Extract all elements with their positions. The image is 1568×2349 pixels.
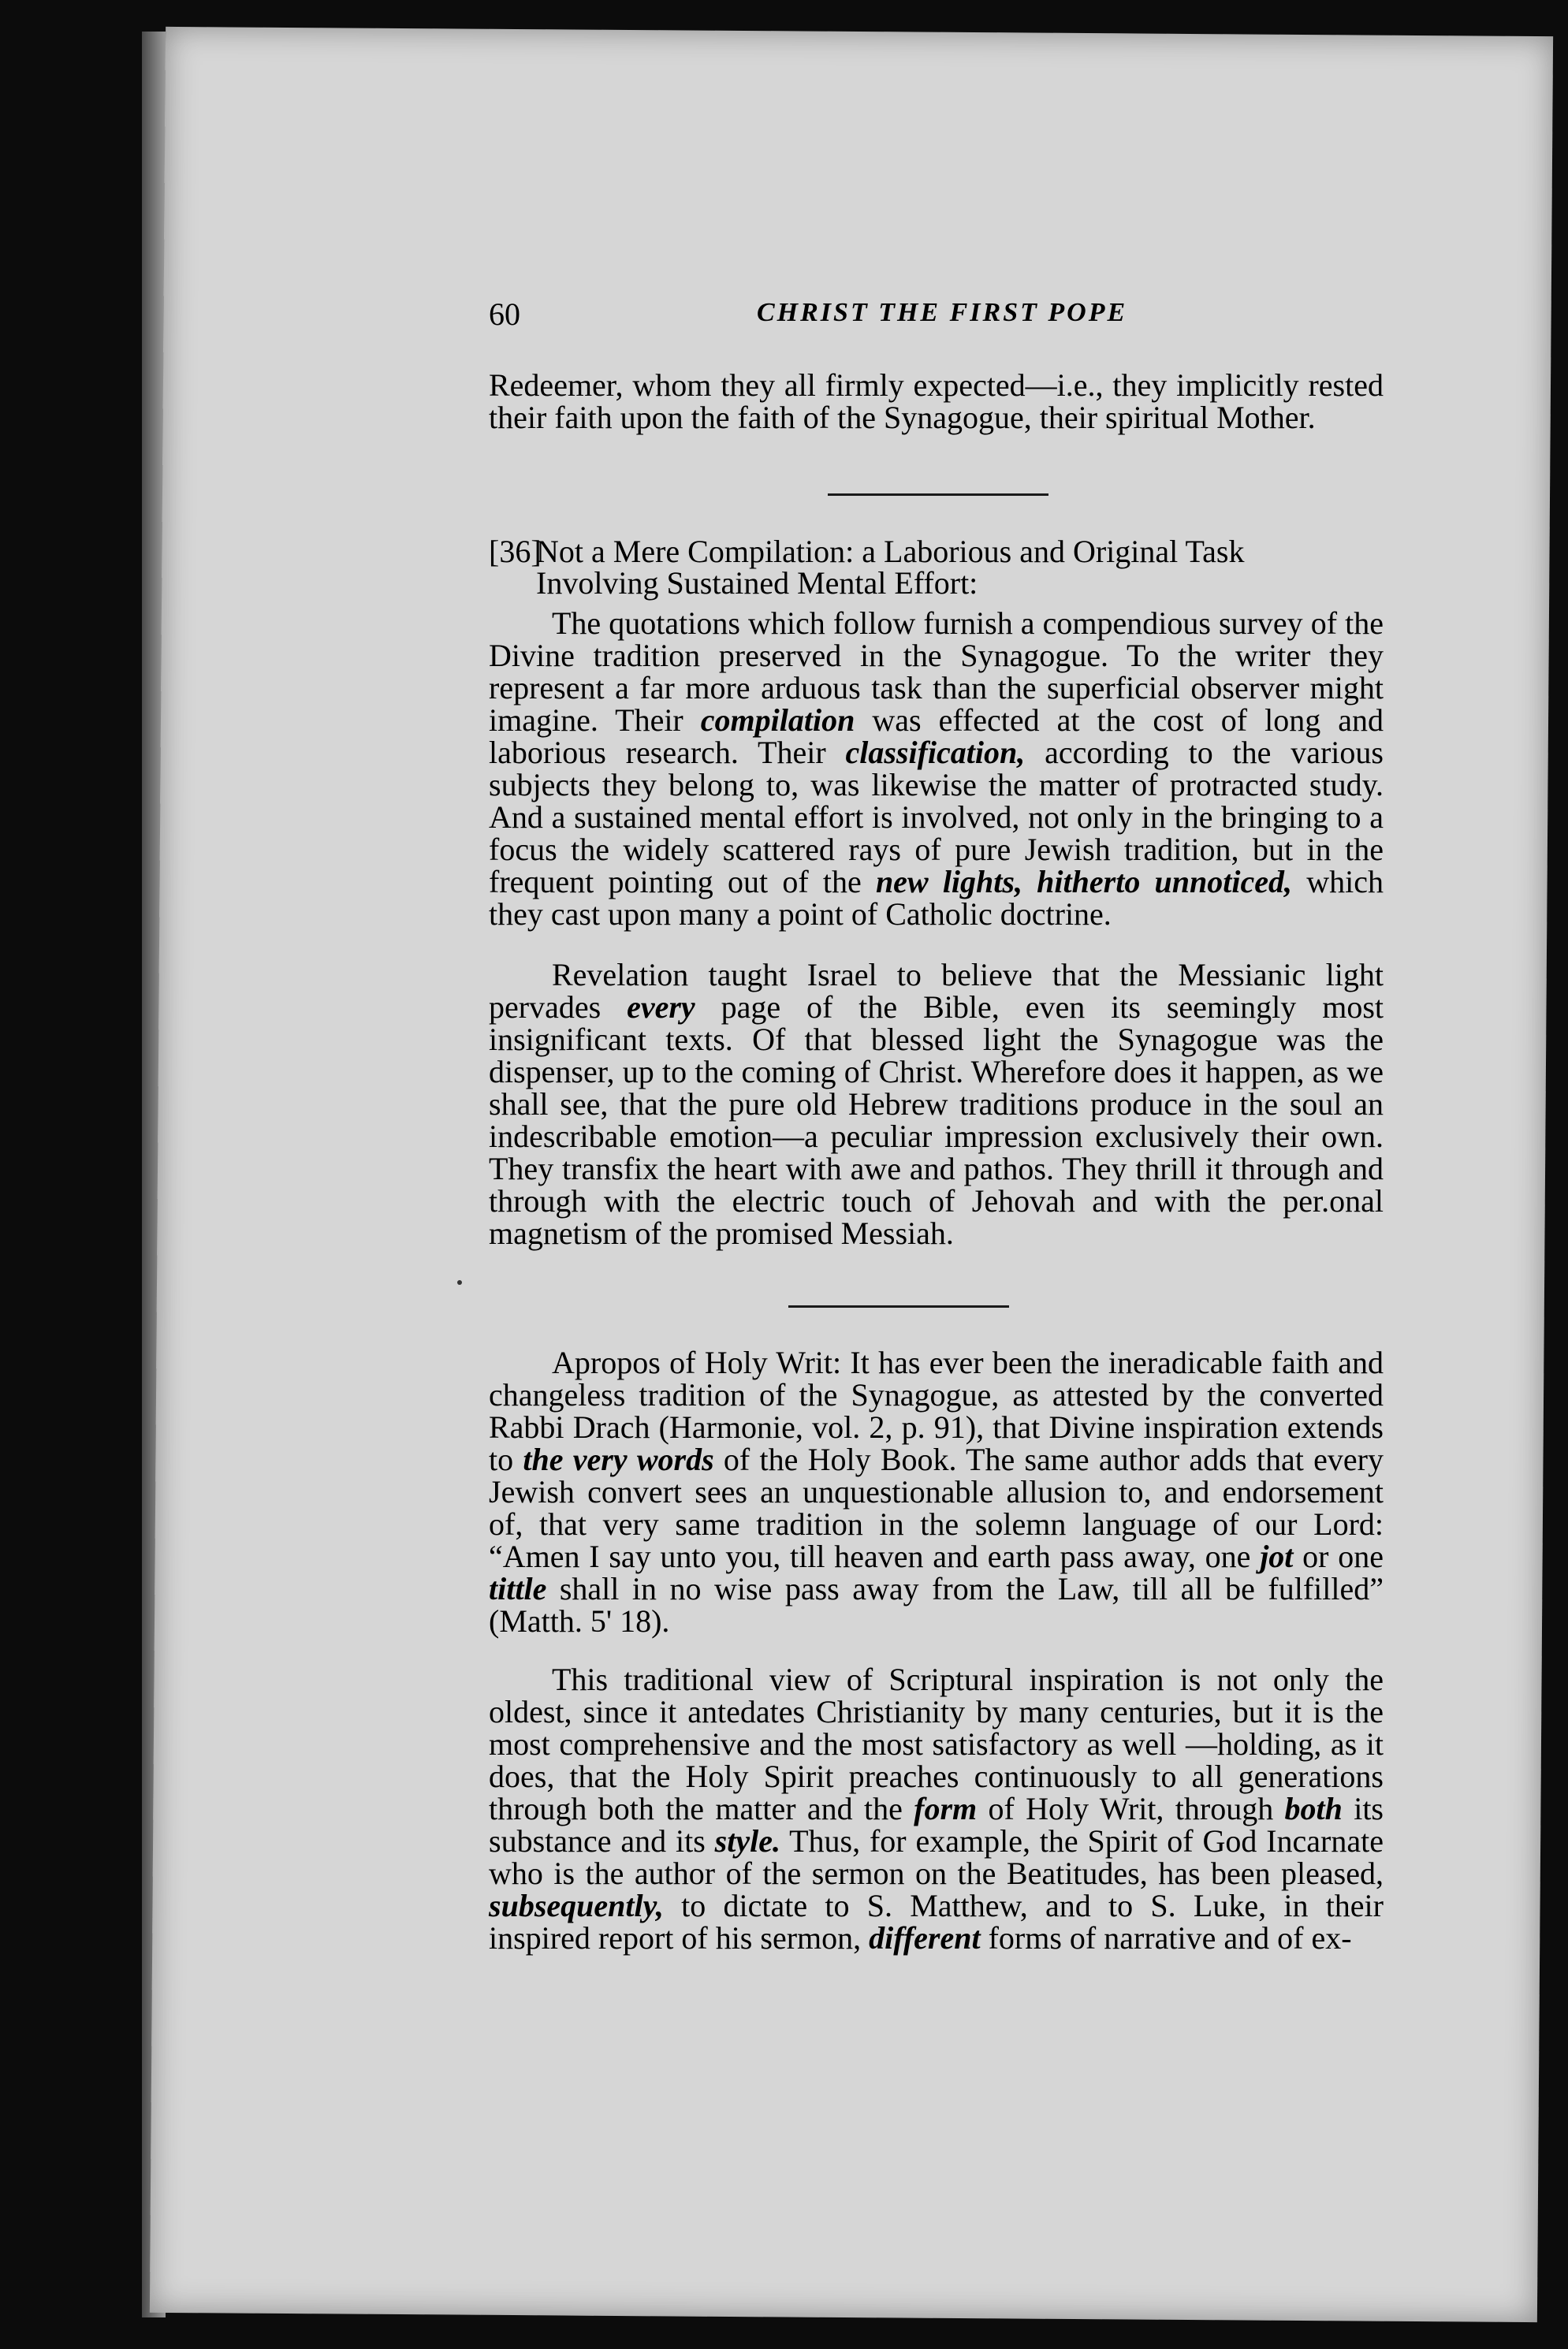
intro-paragraph (489, 369, 1384, 434)
body-paragraph-1 (489, 607, 1384, 930)
p1-emphasis: new lights, hitherto unnoticed, (875, 864, 1293, 899)
p4-text: forms of narrative and of ex- (980, 1920, 1352, 1956)
p3-text: shall in no wise pass away from the Law, till all be fulfilled” (Matth. 5' 18). (489, 1571, 1384, 1639)
running-title: CHRIST THE FIRST POPE (757, 298, 1128, 327)
body-paragraph-4 (489, 1663, 1384, 1954)
p4-emphasis: different (869, 1920, 981, 1956)
p1-emphasis: classification, (845, 735, 1026, 770)
p4-text: its substance and its (489, 1791, 1384, 1859)
print-speck (457, 1280, 462, 1285)
p1-text: which they cast upon many a point of Catholic doctrine. (489, 864, 1384, 932)
p1-text: was effected at the cost of long and laborious research. Their (489, 702, 1384, 770)
section-title-line1: Not a Mere Compilation: a Laborious and Original Task (536, 534, 1245, 569)
p3-text: Apropos of Holy Writ: It has ever been the ineradicable faith and changeless tradition of the Synagogue, as attested by the converted Rabbi Drach (Harmonie, vol. 2, p. 91), that Divine inspiration extends to (489, 1345, 1384, 1477)
p3-emphasis: tittle (489, 1571, 547, 1606)
page-number: 60 (489, 296, 520, 332)
intro-text: Redeemer, whom they all firmly expected—i.e., they implicitly rested their faith upon the faith of the Synagogue, their spiritual Mother. (489, 367, 1384, 435)
p4-text: of Holy Writ, through (977, 1791, 1285, 1826)
p1-text: according to the various subjects they belong to, was likewise the matter of protracted study. And a sustained mental effort is involved, not only in the bringing to a focus the widely scattered rays of pure Jewish tradition, but in the frequent pointing out of the (489, 735, 1384, 899)
p4-text: to dictate to S. Matthew, and to S. Luke, in their inspired report of his sermon, (489, 1888, 1384, 1956)
p3-text: or one (1293, 1539, 1384, 1574)
p3-text: of the Holy Book. The same author adds that every Jewish convert sees an unquestionable allusion to, and endorsement of, that very same tradition in the solemn language of our Lord: “Amen I say unto you, till heaven and earth pass away, one (489, 1442, 1384, 1574)
running-head (489, 296, 1545, 343)
p4-text: Thus, for example, the Spirit of God Incarnate who is the author of the sermon on the Beatitudes, has been pleased, (489, 1823, 1384, 1891)
p4-emphasis: subsequently, (489, 1888, 664, 1923)
p4-text: This traditional view of Scriptural inspiration is not only the oldest, since it antedates Christianity by many centuries, but it is the most comprehensive and the most satisfactory as well —holding, as it does, that the Holy Spirit preaches continuously to all generations through both the matter and the (489, 1662, 1384, 1826)
p4-emphasis: form (914, 1791, 978, 1826)
section-heading (489, 536, 1384, 599)
p1-emphasis: compilation (700, 702, 855, 738)
body-paragraph-3 (489, 1346, 1384, 1637)
p4-emphasis: style. (714, 1823, 780, 1859)
p2-text: page of the Bible, even its seemingly most insignificant texts. Of that blessed light the Synagogue was the dispenser, up to the coming of Christ. Wherefore does it happen, as we shall see, that the pure old Hebrew traditions produce in the soul an indescribable emotion—a peculiar impression exclusively their own. They transfix the heart with awe and pathos. They thrill it through and through with the electric touch of Jehovah and with the per.onal magnetism of the promised Messiah. (489, 989, 1384, 1251)
p2-emphasis: every (627, 989, 695, 1025)
p3-emphasis: jot (1260, 1539, 1294, 1574)
section-divider (788, 1305, 1009, 1308)
body-paragraph-2 (489, 959, 1384, 1249)
p2-text: Revelation taught Israel to believe that the Messianic light pervades (489, 957, 1384, 1025)
p4-emphasis: both (1284, 1791, 1343, 1826)
section-title-line2: Involving Sustained Mental Effort: (536, 565, 978, 601)
p1-text: The quotations which follow furnish a compendious survey of the Divine tradition preserved in the Synagogue. To the writer they represent a far more arduous task than the superficial observer might imagine. Their (489, 605, 1384, 738)
section-divider (828, 493, 1048, 496)
section-number: [36] (489, 534, 542, 569)
p3-emphasis: the very words (523, 1442, 714, 1477)
